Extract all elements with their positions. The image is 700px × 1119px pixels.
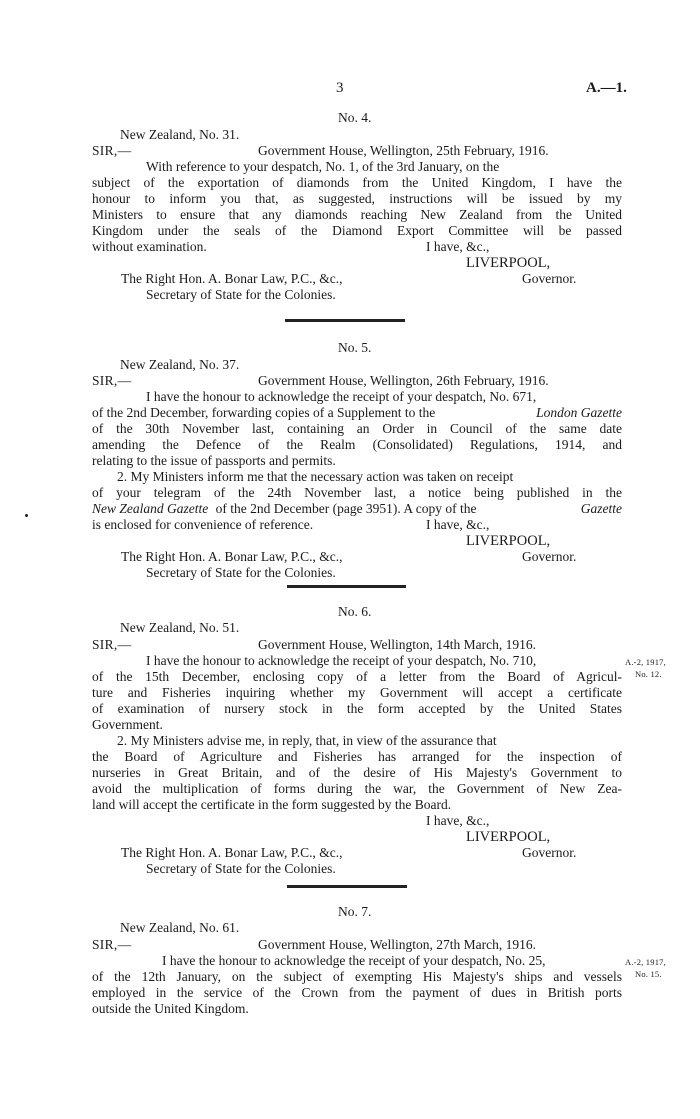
section-divider [287,885,407,888]
body-line: 2. My Ministers inform me that the necessary action was taken on receipt [117,469,514,484]
body-text: of the 2nd December (page 3951). A copy of the [215,501,477,516]
letter-number: No. 5. [338,340,372,355]
place-date: Government House, Wellington, 27th March, 1916. [258,937,536,952]
body-line: 2. My Ministers advise me, in reply, that, in view of the assurance that [117,733,497,748]
body-line: employed in the service of the Crown from the payment of dues in British ports [92,985,622,1000]
body-line [92,501,622,517]
body-line: Government. [92,717,163,732]
stray-dot [25,514,28,517]
addressee-office: Secretary of State for the Colonies. [146,565,336,580]
body-line: I have the honour to acknowledge the receipt of your despatch, No. 25, [162,953,546,968]
signatory: LIVERPOOL, [466,533,551,549]
signatory: LIVERPOOL, [466,829,551,845]
dispatch-reference: New Zealand, No. 31. [120,127,240,142]
body-line: Kingdom under the seals of the Diamond Export Committee will be passed [92,223,622,238]
body-line: I have the honour to acknowledge the receipt of your despatch, No. 710, [146,653,537,668]
closing: I have, &c., [426,813,490,828]
letter-number: No. 7. [338,904,372,919]
place-date: Government House, Wellington, 25th February, 1916. [258,143,549,158]
body-line: of the 12th January, on the subject of exempting His Majesty's ships and vessels [92,969,622,984]
body-line: avoid the multiplication of forms during the war, the Government of New Zea- [92,781,622,796]
margin-reference: A.-2, 1917, [625,657,666,667]
closing: I have, &c., [426,239,490,254]
body-line: nurseries in Great Britain, and of the desire of His Majesty's Government to [92,765,622,780]
page-number: 3 [336,80,344,96]
body-line: land will accept the certificate in the form suggested by the Board. [92,797,452,812]
body-line: relating to the issue of passports and permits. [92,453,336,468]
margin-reference: No. 12. [635,669,662,679]
body-line [92,405,622,421]
salutation: SIR,— [92,373,132,388]
section-divider [285,319,405,322]
signatory-title: Governor. [522,549,577,564]
body-line: With reference to your despatch, No. 1, of the 3rd January, on the [146,159,500,174]
body-line: ture and Fisheries inquiring whether my Government will accept a certificate [92,685,622,700]
body-text: of the 2nd December, forwarding copies of a Supplement to the [92,405,436,420]
salutation: SIR,— [92,937,132,952]
letter-number: No. 4. [338,110,372,125]
body-line: of the 15th December, enclosing copy of a letter from the Board of Agricul- [92,669,622,684]
signatory-title: Governor. [522,271,577,286]
salutation: SIR,— [92,143,132,158]
body-line: of the 30th November last, containing an Order in Council of the same date [92,421,622,436]
body-line: amending the Defence of the Realm (Consolidated) Regulations, 1914, and [92,437,622,452]
dispatch-reference: New Zealand, No. 37. [120,357,240,372]
body-line: subject of the exportation of diamonds from the United Kingdom, I have the [92,175,622,190]
salutation: SIR,— [92,637,132,652]
body-line: outside the United Kingdom. [92,1001,249,1016]
addressee: The Right Hon. A. Bonar Law, P.C., &c., [121,271,343,286]
dispatch-reference: New Zealand, No. 61. [120,920,240,935]
body-line: without examination. [92,239,207,254]
addressee: The Right Hon. A. Bonar Law, P.C., &c., [121,845,343,860]
dispatch-reference: New Zealand, No. 51. [120,620,240,635]
addressee: The Right Hon. A. Bonar Law, P.C., &c., [121,549,343,564]
body-line: Ministers to ensure that any diamonds reaching New Zealand from the United [92,207,622,222]
body-line: I have the honour to acknowledge the receipt of your despatch, No. 671, [146,389,537,404]
closing: I have, &c., [426,517,490,532]
section-divider [287,585,406,588]
body-line: of examination of nursery stock in the form accepted by the United States [92,701,622,716]
addressee-office: Secretary of State for the Colonies. [146,861,336,876]
signatory-title: Governor. [522,845,577,860]
body-line: of your telegram of the 24th November last, a notice being published in the [92,485,622,500]
addressee-office: Secretary of State for the Colonies. [146,287,336,302]
body-line: the Board of Agriculture and Fisheries has arranged for the inspection of [92,749,622,764]
margin-reference: No. 15. [635,969,662,979]
document-reference: A.—1. [586,80,627,96]
place-date: Government House, Wellington, 14th March, 1916. [258,637,536,652]
place-date: Government House, Wellington, 26th February, 1916. [258,373,549,388]
italic-publication: Gazette [580,501,622,516]
italic-publication: New Zealand Gazette [92,501,209,516]
body-line: is enclosed for convenience of reference. [92,517,314,532]
letter-number: No. 6. [338,604,372,619]
margin-reference: A.-2, 1917, [625,957,666,967]
signatory: LIVERPOOL, [466,255,551,271]
italic-publication: London Gazette [536,405,622,420]
body-line: honour to inform you that, as suggested, instructions will be issued by my [92,191,622,206]
